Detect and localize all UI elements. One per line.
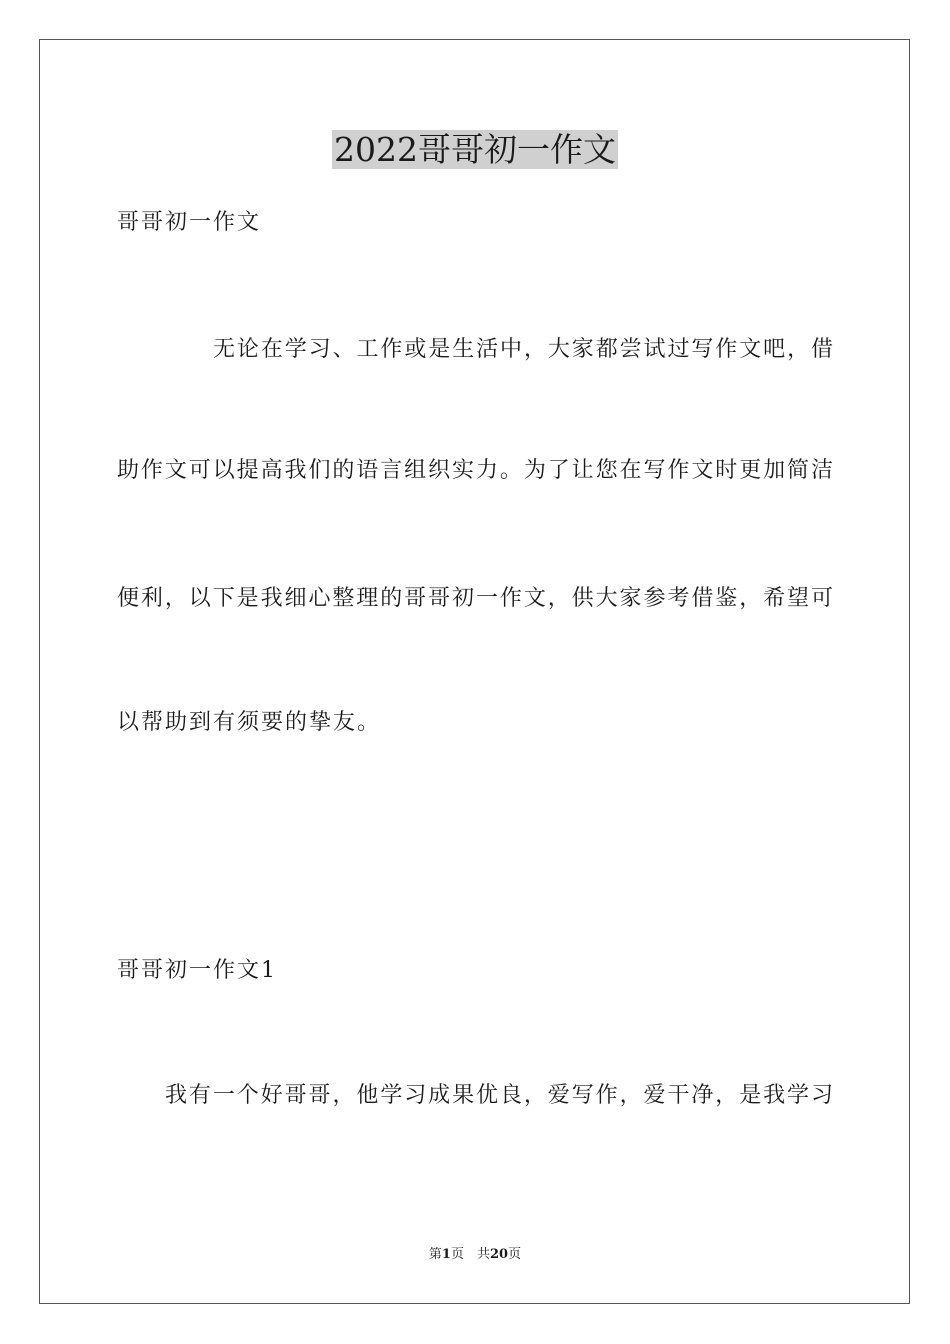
document-title [0,128,950,172]
intro-line-4: 以帮助到有须要的挚友。 [117,710,382,735]
footer-prefix: 第 [428,1247,442,1262]
footer-page-total: 20 [489,1247,509,1262]
page-footer [0,1246,950,1264]
document-title-text: 2022哥哥初一作文 [334,130,616,169]
section-line-1: 我有一个好哥哥，他学习成果优良，爱写作，爱干净，是我学习 [165,1083,833,1108]
document-subtitle: 哥哥初一作文 [117,210,262,235]
intro-line-2: 助作文可以提高我们的语言组织实力。为了让您在写作文时更加简洁 [117,458,833,483]
intro-line-3: 便利，以下是我细心整理的哥哥初一作文，供大家参考借鉴，希望可 [117,586,833,611]
intro-line-1: 无论在学习、工作或是生活中，大家都尝试过写作文吧，借 [213,337,833,362]
footer-mid: 页 共 [450,1247,490,1262]
footer-page-current: 1 [441,1247,451,1262]
section-heading: 哥哥初一作文1 [117,958,277,983]
footer-suffix: 页 [508,1247,522,1262]
